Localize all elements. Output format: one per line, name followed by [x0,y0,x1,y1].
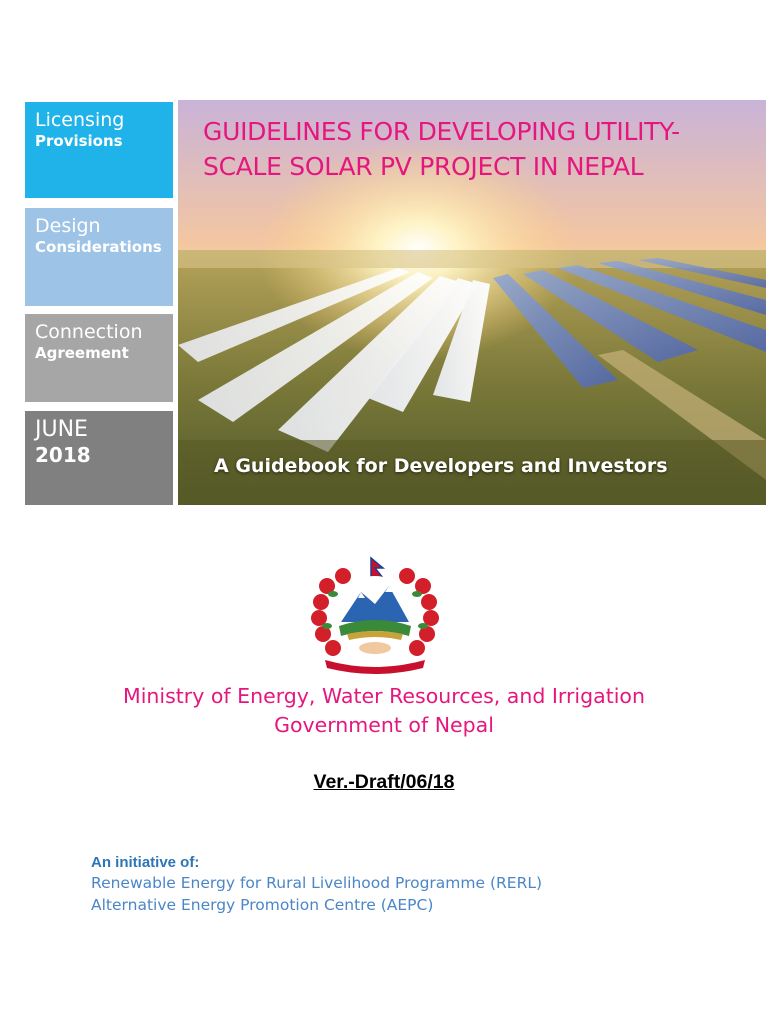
design-title: Design [35,215,101,237]
sidebar-connection-box [25,314,173,402]
initiative-block [91,854,731,916]
initiative-label: An initiative of: [91,854,200,871]
date-month: JUNE [35,417,88,442]
sidebar-date-box [25,411,173,505]
document-subtitle: A Guidebook for Developers and Investors [214,455,668,477]
design-subtitle: Considerations [35,238,162,256]
document-title [203,114,723,184]
hero-solar-image [178,100,766,505]
nepal-emblem-icon [303,556,447,678]
title-line-1: GUIDELINES FOR DEVELOPING UTILITY- [203,117,680,146]
government-name: Government of Nepal [274,713,494,737]
initiative-org-aepc: Alternative Energy Promotion Centre (AEPC) [91,896,434,914]
licensing-subtitle: Provisions [35,132,123,150]
initiative-org-rerl: Renewable Energy for Rural Livelihood Programme (RERL) [91,874,543,892]
version-label: Ver.-Draft/06/18 [313,771,455,793]
connection-subtitle: Agreement [35,344,129,362]
sidebar-design-box [25,208,173,306]
connection-title: Connection [35,321,143,343]
ministry-name: Ministry of Energy, Water Resources, and Irrigation [123,684,645,708]
ministry-block [0,682,768,740]
sidebar-licensing-box [25,102,173,198]
licensing-title: Licensing [35,109,125,131]
date-year: 2018 [35,443,91,467]
title-line-2: SCALE SOLAR PV PROJECT IN NEPAL [203,152,644,181]
